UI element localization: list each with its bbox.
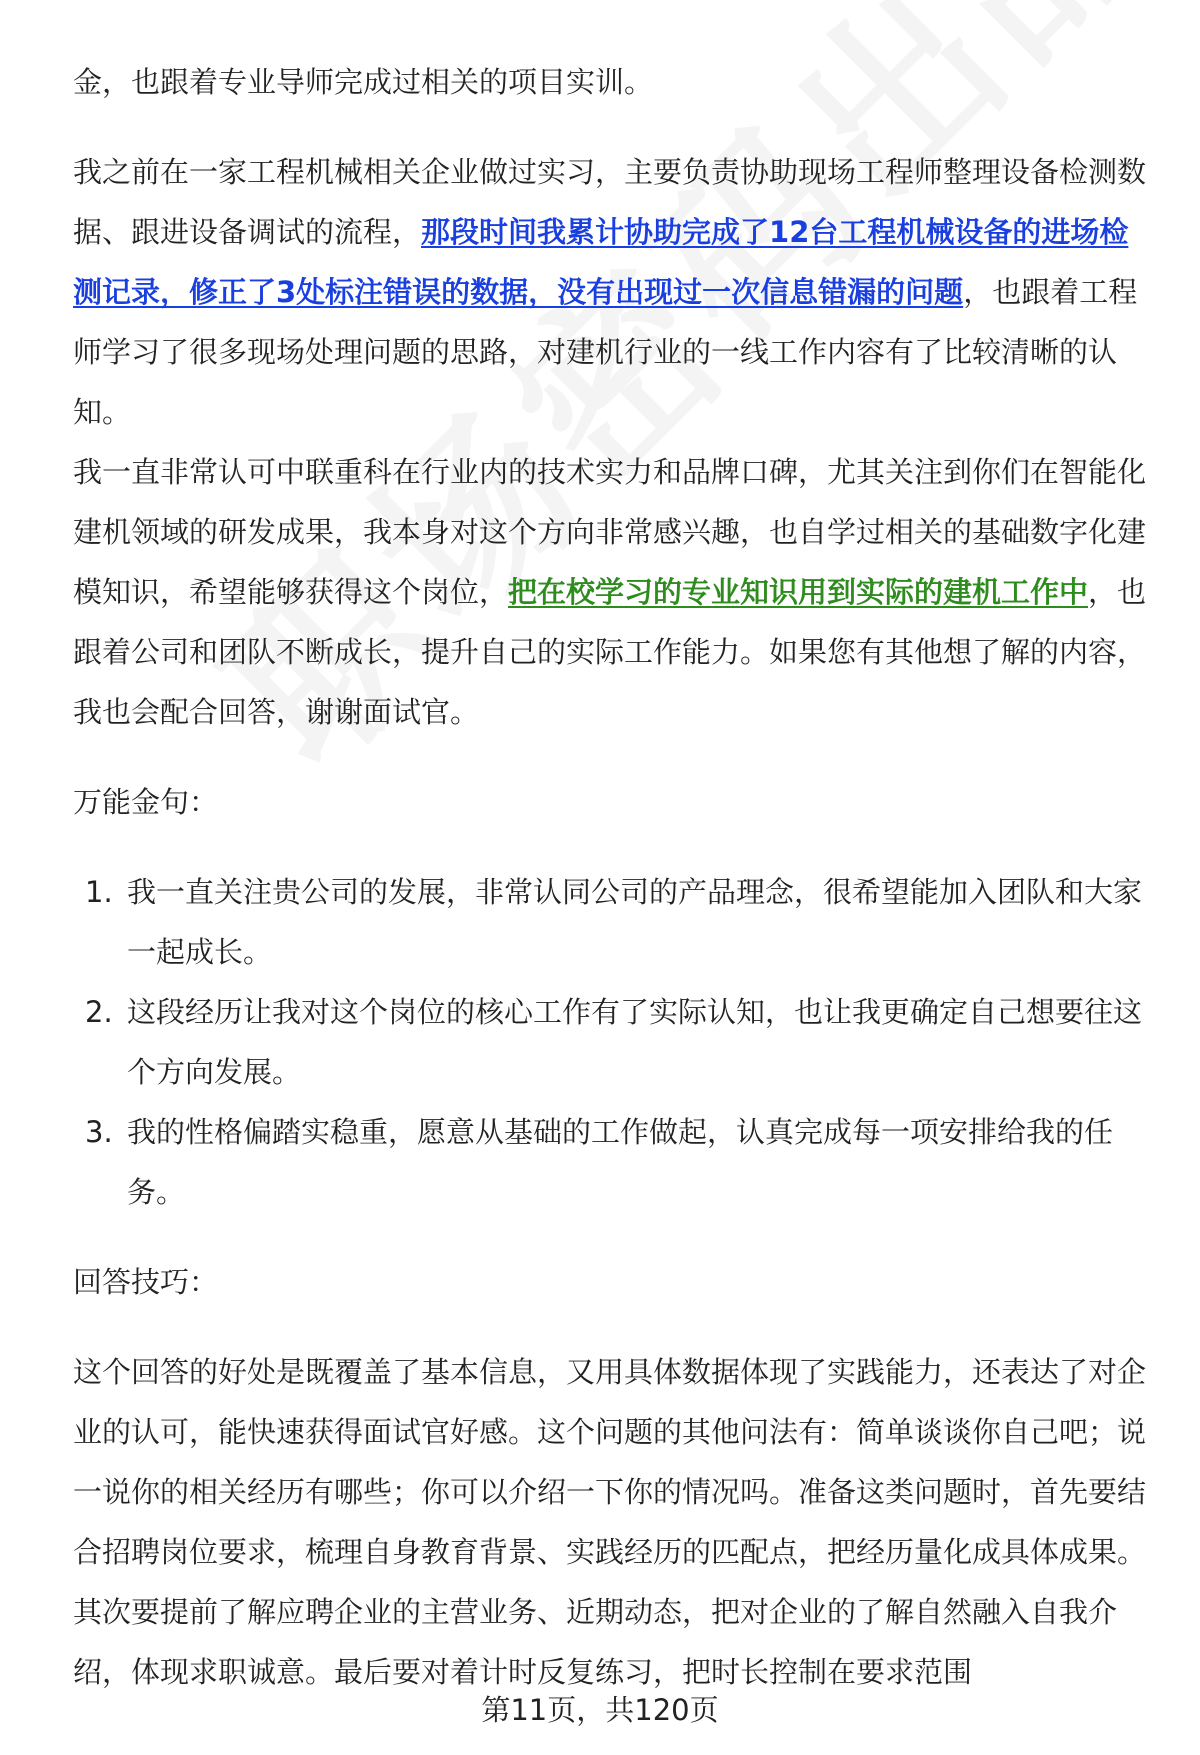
- internship-text-after: ，也跟着工程师学习了很多现场处理问题的思路，对建机行业的一线工作内容有了比较清晰的认知。: [73, 275, 1138, 429]
- internship-text-before: 我之前在一家工程机械相关企业做过实习，主要负责协助现场工程师整理设备检测数据、跟进设备调试的流程，: [73, 155, 1147, 249]
- page-number: 第11页，共120页: [481, 1693, 719, 1727]
- tips-paragraph: 这个回答的好处是既覆盖了基本信息，又用具体数据体现了实践能力，还表达了对企业的认可，能快速获得面试官好感。这个问题的其他问法有：简单谈谈你自己吧；说一说你的相关经历有哪些；你可以介绍一下你的情况吗。准备这类问题时，首先要结合招聘岗位要求，梳理自身教育背景、实践经历的匹配点，把经历量化成具体成果。其次要提前了解应聘企业的主营业务、近期动态，把对企业的了解自然融入自我介绍，体现求职诚意。最后要对着计时反复练习，把时长控制在要求范围: [73, 1355, 1147, 1689]
- interest-text-before: 我一直非常认可中联重科在行业内的技术实力和品牌口碑，尤其关注到你们在智能化建机领域的研发成果，我本身对这个方向非常感兴趣，也自学过相关的基础数字化建模知识，希望能够获得这个岗位，: [73, 455, 1147, 609]
- paragraph-company-interest: [73, 442, 1153, 742]
- list-item-number: 3.: [85, 1115, 113, 1149]
- internship-highlight: 那段时间我累计协助完成了12台工程机械设备的进场检测记录，修正了3处标注错误的数据，没有出现过一次信息错漏的问题: [73, 215, 1129, 309]
- document-body: [73, 52, 1153, 1702]
- list-item-number: 1.: [85, 875, 113, 909]
- list-item-text: 我一直关注贵公司的发展，非常认同公司的产品理念，很希望能加入团队和大家一起成长。: [127, 875, 1143, 969]
- list-item-number: 2.: [85, 995, 113, 1029]
- list-item: [73, 982, 1153, 1102]
- interest-highlight: 把在校学习的专业知识用到实际的建机工作中: [508, 575, 1089, 609]
- list-item: [73, 1102, 1153, 1222]
- list-item-text: 我的性格偏踏实稳重，愿意从基础的工作做起，认真完成每一项安排给我的任务。: [127, 1115, 1114, 1209]
- golden-phrases-heading: 万能金句：: [73, 785, 219, 819]
- tips-heading: 回答技巧：: [73, 1265, 219, 1299]
- paragraph-intro-tail: 金，也跟着专业导师完成过相关的项目实训。: [73, 65, 654, 99]
- list-item: [73, 862, 1153, 982]
- golden-phrases-list: [73, 862, 1153, 1222]
- interest-text-after: ，也跟着公司和团队不断成长，提升自己的实际工作能力。如果您有其他想了解的内容，我也会配合回答，谢谢面试官。: [73, 575, 1147, 729]
- paragraph-internship: [73, 142, 1153, 442]
- list-item-text: 这段经历让我对这个岗位的核心工作有了实际认知，也让我更确定自己想要往这个方向发展。: [127, 995, 1143, 1089]
